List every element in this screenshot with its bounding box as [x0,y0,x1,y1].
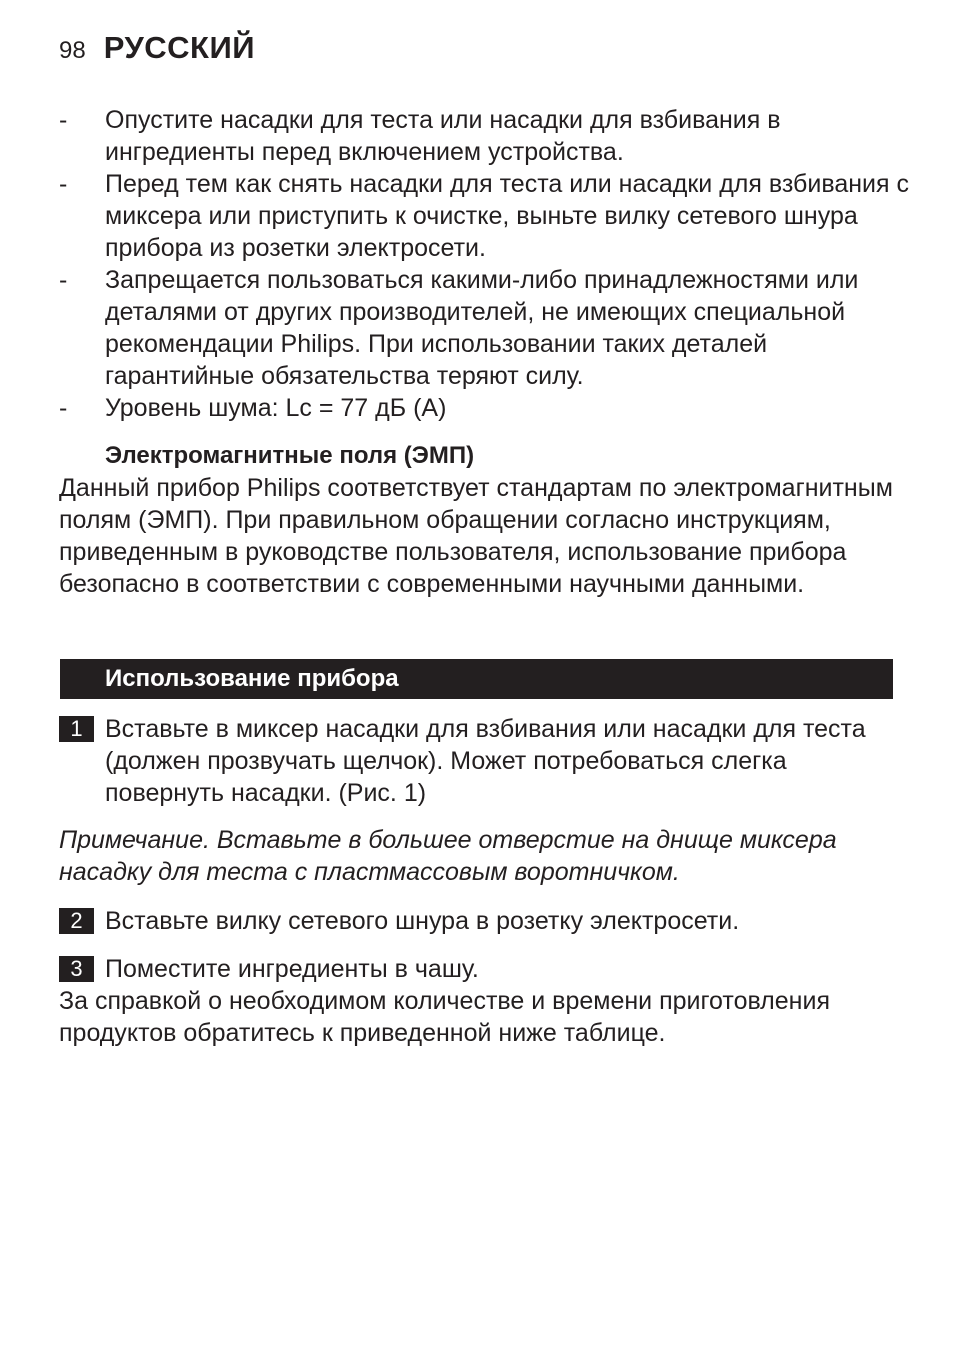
bullet-dash: - [59,106,68,134]
bullet-dash: - [59,394,68,422]
step-number-badge: 1 [59,716,94,742]
usage-heading-bar [60,659,893,699]
list-item-text: Уровень шума: Lc = 77 дБ (A) [105,394,447,422]
step-text: Поместите ингредиенты в чашу. [105,955,479,983]
list-item-text: Опустите насадки для теста или насадки для взбивания в ингредиенты перед включением устройства. [105,106,781,166]
list-item [59,392,919,424]
info-paragraph: За справкой о необходимом количестве и времени приготовления продуктов обратитесь к приведенной ниже таблице. [59,987,830,1047]
bullet-list [59,104,919,424]
list-item-text: Перед тем как снять насадки для теста или насадки для взбивания с миксера или приступить к очистке, выньте вилку сетевого шнура прибора из розетки электросети. [105,170,910,262]
list-item [59,104,919,168]
step-2 [59,905,905,937]
list-item-text: Запрещается пользоваться какими-либо принадлежностями или деталями от других производителей, не имеющих специальной рекомендации Philips. При использовании таких деталей гарантийные обязательства теряют силу. [105,266,859,390]
emf-heading: Электромагнитные поля (ЭМП) [105,442,475,469]
step-text: Вставьте вилку сетевого шнура в розетку электросети. [105,907,740,935]
note-text: Примечание. Вставьте в большее отверстие на днище миксера насадку для теста с пластмассовым воротничком. [59,826,837,886]
step-1 [59,713,905,809]
page-header [59,30,255,74]
page-number: 98 [59,37,86,64]
section-title: РУССКИЙ [103,30,256,65]
usage-heading: Использование прибора [105,665,399,692]
step-number-badge: 2 [59,908,94,934]
list-item [59,168,919,264]
emf-paragraph: Данный прибор Philips соответствует стандартам по электромагнитным полям (ЭМП). При правильном обращении согласно инструкциям, приведенным в руководстве пользователя, использование прибора безопасно в соответствии с современными научными данными. [59,474,893,598]
step-3 [59,953,905,985]
list-item [59,264,919,392]
step-number-badge: 3 [59,956,94,982]
bullet-dash: - [59,170,68,198]
bullet-dash: - [59,266,68,294]
step-text: Вставьте в миксер насадки для взбивания или насадки для теста (должен прозвучать щелчок). Может потребоваться слегка повернуть насадки. (Рис. 1) [105,715,866,807]
